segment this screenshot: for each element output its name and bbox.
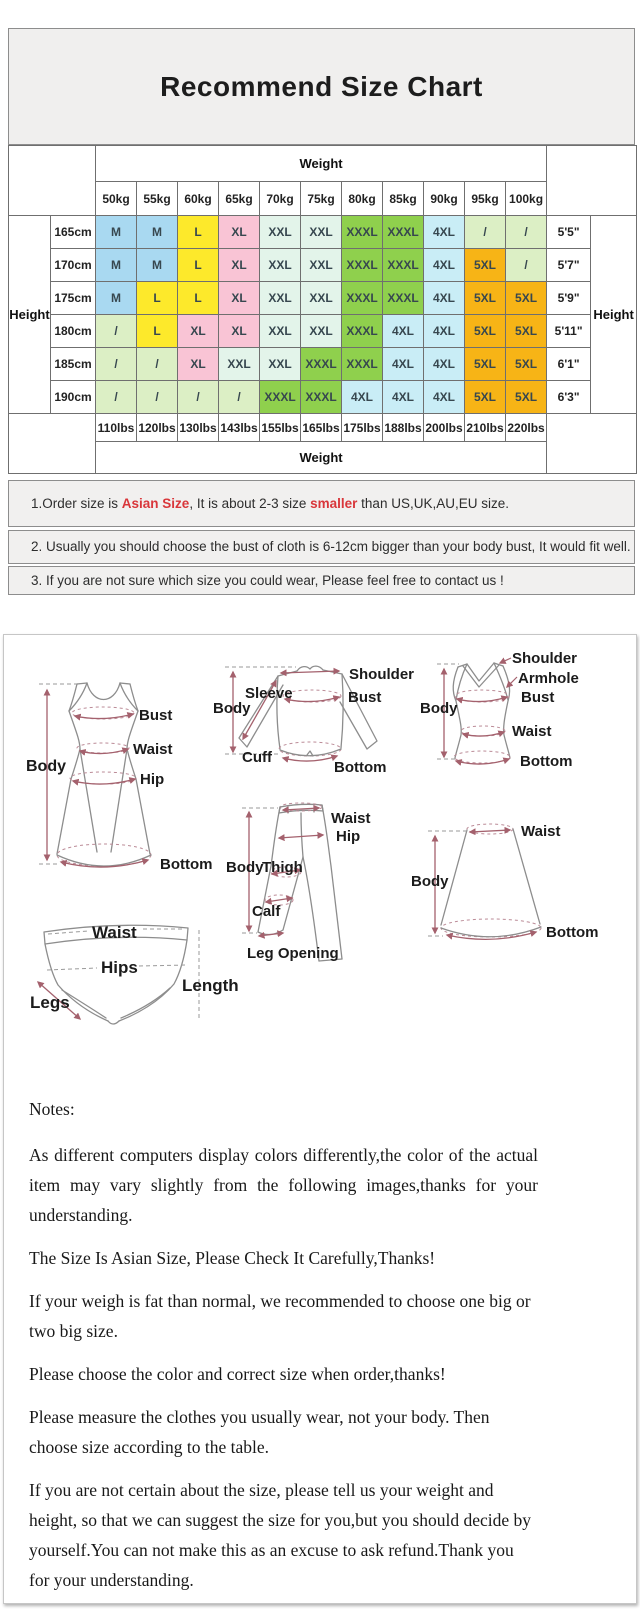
- skirt-waist-label: Waist: [521, 823, 561, 840]
- size-cell: 4XL: [424, 315, 465, 348]
- size-cell: 4XL: [424, 282, 465, 315]
- size-cell: XL: [178, 348, 219, 381]
- vest-bottom-label: Bottom: [520, 753, 573, 770]
- note-paragraph-2: The Size Is Asian Size, Please Check It Carefully,Thanks!: [29, 1248, 436, 1268]
- size-cell: L: [137, 282, 178, 315]
- weight-lbs-cell: 143lbs: [219, 414, 260, 442]
- vest-shoulder-label: Shoulder: [512, 650, 578, 667]
- weight-lbs-cell: 210lbs: [465, 414, 506, 442]
- size-cell: L: [178, 216, 219, 249]
- weight-header-top: Weight: [96, 146, 547, 182]
- size-cell: XXXL: [383, 249, 424, 282]
- weight-lbs-cell: 155lbs: [260, 414, 301, 442]
- size-cell: 4XL: [424, 249, 465, 282]
- size-cell: /: [178, 381, 219, 414]
- size-cell: XXXL: [342, 348, 383, 381]
- note-paragraph-6: If you are not certain about the size, please tell us your weight and height, so that we can suggest the size for you,but you should decide by yourself.You can not make this as an excuse to ask refund.Thank you for your understanding.: [29, 1480, 532, 1590]
- skirt-bottom-label: Bottom: [546, 924, 599, 941]
- size-cell: 5XL: [506, 282, 547, 315]
- size-table: [8, 145, 637, 474]
- pants-leg-opening-label: Leg Opening: [247, 945, 339, 962]
- vest-armhole-label: Armhole: [518, 670, 579, 687]
- height-ft-cell: 5'7": [547, 249, 591, 282]
- weight-kg-cell: 95kg: [465, 182, 506, 216]
- height-cm-cell: 190cm: [51, 381, 96, 414]
- size-cell: XL: [219, 216, 260, 249]
- weight-lbs-cell: 120lbs: [137, 414, 178, 442]
- shirt-cuff-label: Cuff: [242, 749, 272, 766]
- size-cell: XXXL: [342, 249, 383, 282]
- weight-lbs-cell: 130lbs: [178, 414, 219, 442]
- table-row: [9, 249, 637, 282]
- size-cell: XXXL: [301, 381, 342, 414]
- note-paragraph-1: As different computers display colors differently,the color of the actual item may vary slightly from the following images,thanks for your understanding.: [29, 1145, 538, 1225]
- pants-waist-label: Waist: [331, 810, 371, 827]
- table-row: [9, 282, 637, 315]
- size-cell: XXL: [260, 348, 301, 381]
- weight-kg-cell: 75kg: [301, 182, 342, 216]
- briefs-waist-label: Waist: [92, 923, 137, 942]
- size-cell: XL: [178, 315, 219, 348]
- size-cell: XXL: [260, 249, 301, 282]
- order-note-1-text-c: than US,UK,AU,EU size.: [357, 496, 509, 511]
- briefs-legs-label: Legs: [30, 993, 70, 1012]
- size-cell: 5XL: [506, 348, 547, 381]
- table-row: [9, 414, 637, 442]
- size-cell: M: [96, 282, 137, 315]
- weight-lbs-cell: 200lbs: [424, 414, 465, 442]
- table-row: [9, 348, 637, 381]
- height-cm-cell: 170cm: [51, 249, 96, 282]
- height-cm-cell: 180cm: [51, 315, 96, 348]
- size-cell: 4XL: [424, 216, 465, 249]
- table-row: [9, 182, 637, 216]
- dress-bottom-label: Bottom: [160, 856, 213, 873]
- order-note-1-text-b: , It is about 2-3 size: [189, 496, 311, 511]
- weight-kg-cell: 70kg: [260, 182, 301, 216]
- size-cell: 4XL: [424, 348, 465, 381]
- size-cell: /: [219, 381, 260, 414]
- size-cell: /: [465, 216, 506, 249]
- weight-lbs-cell: 165lbs: [301, 414, 342, 442]
- vest-bust-label: Bust: [521, 689, 555, 706]
- size-cell: /: [96, 348, 137, 381]
- shirt-bust-label: Bust: [348, 689, 382, 706]
- size-cell: 5XL: [465, 348, 506, 381]
- size-cell: L: [137, 315, 178, 348]
- shirt-body-label: Body: [213, 700, 251, 717]
- size-cell: XXL: [260, 282, 301, 315]
- order-note-2: 2. Usually you should choose the bust of cloth is 6-12cm bigger than your body bust, It would fit well.: [8, 530, 635, 564]
- size-cell: XL: [219, 315, 260, 348]
- size-cell: XXXL: [260, 381, 301, 414]
- size-cell: 5XL: [465, 315, 506, 348]
- size-cell: XXXL: [342, 315, 383, 348]
- weight-kg-cell: 80kg: [342, 182, 383, 216]
- weight-kg-cell: 65kg: [219, 182, 260, 216]
- pants-thigh-label: Thigh: [262, 859, 303, 876]
- briefs-hips-label: Hips: [101, 958, 138, 977]
- size-cell: /: [137, 348, 178, 381]
- size-cell: XXXL: [301, 348, 342, 381]
- height-cm-cell: 165cm: [51, 216, 96, 249]
- dress-waist-label: Waist: [133, 741, 173, 758]
- weight-kg-cell: 90kg: [424, 182, 465, 216]
- corner-cell-top-right: [547, 146, 637, 216]
- size-cell: 4XL: [383, 315, 424, 348]
- table-row: [9, 442, 637, 474]
- size-cell: M: [96, 249, 137, 282]
- size-cell: L: [178, 249, 219, 282]
- size-cell: XXL: [301, 315, 342, 348]
- briefs-length-label: Length: [182, 976, 239, 995]
- size-cell: XXL: [260, 216, 301, 249]
- size-cell: M: [137, 216, 178, 249]
- note-paragraph-3: If your weigh is fat than normal, we recommended to choose one big or two big size.: [29, 1291, 531, 1341]
- height-ft-cell: 5'11": [547, 315, 591, 348]
- size-cell: M: [96, 216, 137, 249]
- skirt-body-label: Body: [411, 873, 449, 890]
- size-cell: 5XL: [465, 282, 506, 315]
- table-row: [9, 146, 637, 182]
- size-cell: 5XL: [465, 249, 506, 282]
- weight-header-bottom: Weight: [96, 442, 547, 474]
- size-cell: 4XL: [424, 381, 465, 414]
- dress-body-label: Body: [26, 758, 66, 775]
- notes-paragraphs: [29, 1140, 538, 1595]
- weight-kg-cell: 50kg: [96, 182, 137, 216]
- corner-cell-bottom-left: [9, 414, 96, 474]
- size-cell: XL: [219, 249, 260, 282]
- shirt-sleeve-label: Sleeve: [245, 685, 293, 702]
- weight-lbs-cell: 175lbs: [342, 414, 383, 442]
- size-cell: /: [137, 381, 178, 414]
- size-cell: XXXL: [383, 216, 424, 249]
- order-note-1: [8, 480, 635, 527]
- size-cell: /: [96, 315, 137, 348]
- height-header-right: Height: [591, 216, 637, 414]
- weight-lbs-cell: 188lbs: [383, 414, 424, 442]
- size-cell: 4XL: [383, 381, 424, 414]
- weight-kg-cell: 85kg: [383, 182, 424, 216]
- size-cell: XXXL: [342, 282, 383, 315]
- size-cell: XXL: [301, 216, 342, 249]
- size-cell: M: [137, 249, 178, 282]
- table-row: [9, 381, 637, 414]
- notes-section: [29, 1094, 538, 1608]
- height-ft-cell: 5'5": [547, 216, 591, 249]
- weight-kg-cell: 60kg: [178, 182, 219, 216]
- weight-kg-cell: 100kg: [506, 182, 547, 216]
- order-note-1-text-a: 1.Order size is: [31, 496, 122, 511]
- size-cell: XL: [219, 282, 260, 315]
- size-cell: XXL: [219, 348, 260, 381]
- weight-kg-cell: 55kg: [137, 182, 178, 216]
- dress-bust-label: Bust: [139, 707, 173, 724]
- size-cell: 4XL: [342, 381, 383, 414]
- weight-lbs-cell: 220lbs: [506, 414, 547, 442]
- size-cell: XXXL: [383, 282, 424, 315]
- height-cm-cell: 185cm: [51, 348, 96, 381]
- height-cm-cell: 175cm: [51, 282, 96, 315]
- dress-hip-label: Hip: [140, 771, 165, 788]
- order-note-1-red-smaller: smaller: [310, 496, 358, 511]
- size-cell: /: [96, 381, 137, 414]
- size-cell: XXL: [260, 315, 301, 348]
- notes-heading: Notes:: [29, 1099, 75, 1119]
- size-cell: L: [178, 282, 219, 315]
- height-ft-cell: 5'9": [547, 282, 591, 315]
- corner-cell-bottom-right: [547, 414, 637, 474]
- size-cell: 5XL: [506, 381, 547, 414]
- order-note-3: 3. If you are not sure which size you could wear, Please feel free to contact us !: [8, 566, 635, 595]
- height-header-left: Height: [9, 216, 51, 414]
- corner-cell-top-left: [9, 146, 96, 216]
- size-cell: /: [506, 249, 547, 282]
- size-cell: /: [506, 216, 547, 249]
- size-cell: 4XL: [383, 348, 424, 381]
- note-paragraph-4: Please choose the color and correct size when order,thanks!: [29, 1364, 446, 1384]
- vest-waist-label: Waist: [512, 723, 552, 740]
- pants-calf-label: Calf: [252, 903, 281, 920]
- order-note-1-red-asian-size: Asian Size: [121, 496, 190, 511]
- table-row: [9, 315, 637, 348]
- size-cell: XXL: [301, 249, 342, 282]
- chart-title-box: [8, 28, 635, 145]
- weight-lbs-cell: 110lbs: [96, 414, 137, 442]
- table-row: [9, 216, 637, 249]
- height-ft-cell: 6'3": [547, 381, 591, 414]
- shirt-shoulder-label: Shoulder: [349, 666, 415, 683]
- size-cell: 5XL: [506, 315, 547, 348]
- size-cell: XXXL: [342, 216, 383, 249]
- pants-hip-label: Hip: [336, 828, 361, 845]
- shirt-bottom-label: Bottom: [334, 759, 387, 776]
- size-cell: XXL: [301, 282, 342, 315]
- size-cell: 5XL: [465, 381, 506, 414]
- note-paragraph-5: Please measure the clothes you usually wear, not your body. Then choose size according to the table.: [29, 1407, 490, 1457]
- pants-body-label: Body: [226, 859, 264, 876]
- vest-body-label: Body: [420, 700, 458, 717]
- chart-title: Recommend Size Chart: [160, 70, 483, 102]
- height-ft-cell: 6'1": [547, 348, 591, 381]
- size-table-body: [9, 146, 637, 474]
